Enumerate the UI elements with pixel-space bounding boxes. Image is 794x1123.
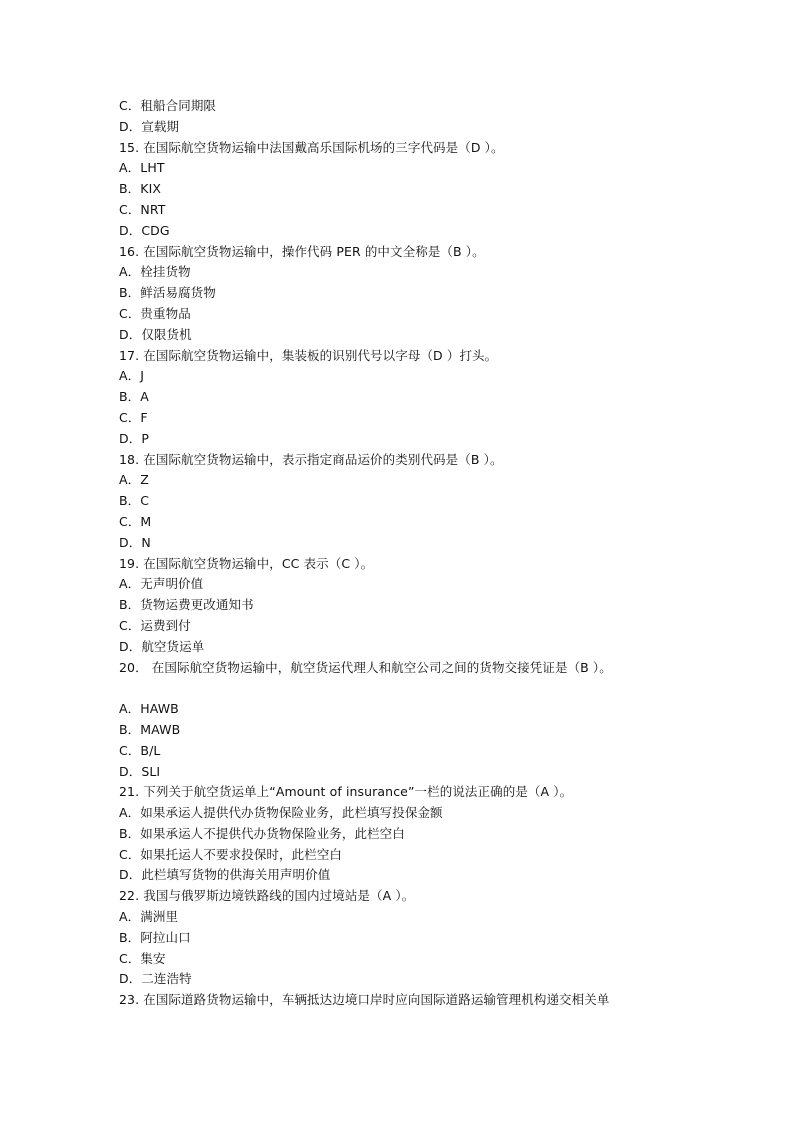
option-d-line: D．二连浩特	[119, 971, 192, 987]
option-c-line: C．如果托运人不要求投保时，此栏空白	[119, 846, 343, 862]
option-d-line: D．仅限货机	[119, 326, 192, 342]
option-b-line: B．如果承运人不提供代办货物保险业务，此栏空白	[119, 825, 405, 841]
option-d-line: D．CDG	[119, 222, 170, 238]
question-22: 22. 我国与俄罗斯边境铁路线的国内过境站是（A ）。	[119, 888, 415, 904]
option-a-line: A．栓挂货物	[119, 264, 191, 280]
option-a-line: A．LHT	[119, 160, 165, 176]
option-c-line: C．贵重物品	[119, 305, 191, 321]
option-c-line: C．M	[119, 513, 152, 529]
question-23: 23. 在国际道路货物运输中，车辆抵达边境口岸时应向国际道路运输管理机构递交相关单	[119, 992, 610, 1008]
option-d-line: D．SLI	[119, 763, 161, 779]
option-d-line: D．P	[119, 430, 149, 446]
option-c-line: C．运费到付	[119, 617, 191, 633]
option-a-line: A．如果承运人提供代办货物保险业务，此栏填写投保金额	[119, 805, 443, 821]
option-c-line: C．NRT	[119, 201, 166, 217]
question-21: 21. 下列关于航空货运单上“Amount of insurance”一栏的说法正确的是（A ）。	[119, 784, 573, 800]
option-b-line: B．货物运费更改通知书	[119, 597, 254, 613]
document-page	[119, 96, 689, 1011]
option-b-line: B．MAWB	[119, 721, 181, 737]
option-d-line: D．宣载期	[119, 118, 180, 134]
option-d-line: D．此栏填写货物的供海关用声明价值	[119, 867, 331, 883]
option-b-line: B．A	[119, 389, 149, 405]
option-b-line: B．KIX	[119, 181, 162, 197]
question-18: 18. 在国际航空货物运输中，表示指定商品运价的类别代码是（B ）。	[119, 451, 503, 467]
question-17: 17. 在国际航空货物运输中，集装板的识别代号以字母（D ）打头。	[119, 347, 498, 363]
option-b-line: B．鲜活易腐货物	[119, 285, 216, 301]
option-b-line: B．C	[119, 493, 150, 509]
option-c-line: C．集安	[119, 950, 166, 966]
question-15: 15. 在国际航空货物运输中法国戴高乐国际机场的三字代码是（D ）。	[119, 139, 504, 155]
option-c-line: C．F	[119, 409, 148, 425]
option-d-line: D．N	[119, 534, 151, 550]
option-c-line: C．租船合同期限	[119, 98, 217, 113]
option-d-line: D．航空货运单	[119, 638, 205, 654]
option-a-line: A．J	[119, 368, 145, 384]
option-a-line: A．Z	[119, 472, 149, 488]
question-20: 20． 在国际航空货物运输中，航空货运代理人和航空公司之间的货物交接凭证是（B ）。	[119, 659, 612, 675]
blank-line	[119, 678, 689, 699]
option-b-line: B．阿拉山口	[119, 929, 191, 945]
option-a-line: A．满洲里	[119, 909, 179, 925]
option-a-line: A．无声明价值	[119, 576, 204, 592]
question-16: 16. 在国际航空货物运输中，操作代码 PER 的中文全称是（B ）。	[119, 243, 485, 259]
question-19: 19. 在国际航空货物运输中，CC 表示（C ）。	[119, 555, 374, 571]
option-a-line: A．HAWB	[119, 701, 179, 717]
option-c-line: C．B/L	[119, 742, 161, 758]
